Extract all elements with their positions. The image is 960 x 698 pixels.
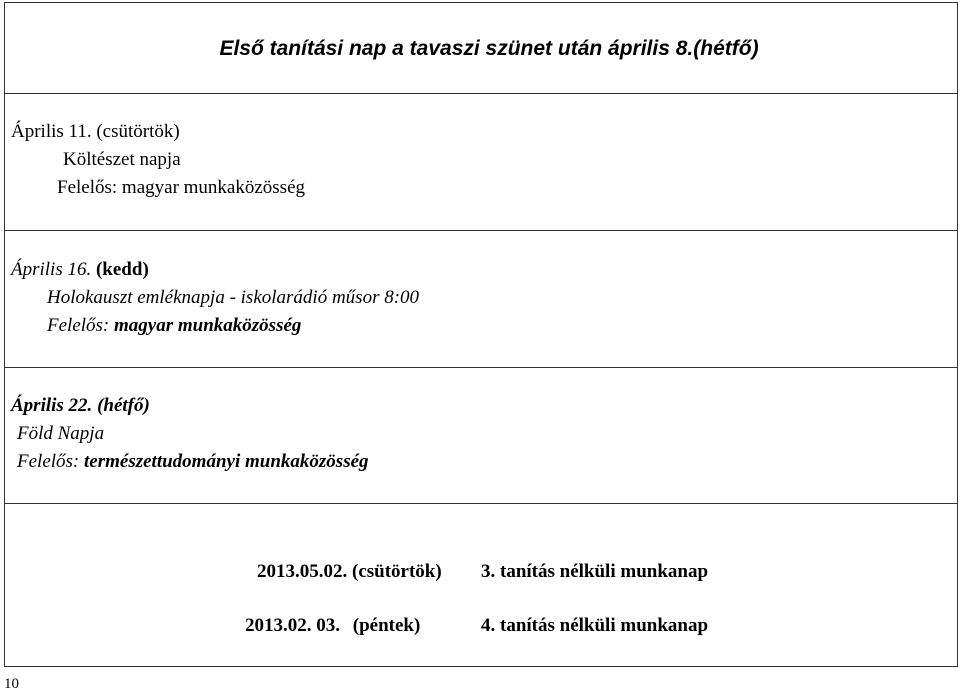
row-divider xyxy=(5,367,957,368)
event-1-date: Április 11. xyxy=(11,121,92,142)
event-3-date: Április 22. xyxy=(11,395,93,416)
event-3-date-line xyxy=(11,395,150,417)
event-2-date: Április 16. xyxy=(11,259,92,280)
event-1-title: Költészet napja xyxy=(63,149,181,170)
event-1-day: (csütörtök) xyxy=(96,121,180,142)
event-2-responsible xyxy=(47,315,301,337)
event-3-responsible-label: Felelős: xyxy=(17,451,80,472)
row-divider xyxy=(5,230,957,231)
event-3-day: (hétfő) xyxy=(97,395,150,416)
non-teaching-day-1-label: 3. tanítás nélküli munkanap xyxy=(481,561,709,582)
event-2-day: (kedd) xyxy=(95,259,149,280)
event-1-responsible xyxy=(57,177,305,199)
event-2-date-line xyxy=(11,259,149,281)
non-teaching-day-1-weekday: (csütörtök) xyxy=(352,561,442,582)
page-title: Első tanítási nap a tavaszi szünet után április 8.(hétfő) xyxy=(219,37,759,60)
non-teaching-day-2-date-value: 2013.02. 03. xyxy=(245,615,340,636)
page-number: 10 xyxy=(4,676,19,692)
row-divider xyxy=(5,503,957,504)
event-2-responsible-value: magyar munkaközösség xyxy=(114,315,302,336)
event-1-responsible-value: magyar munkaközösség xyxy=(121,177,306,198)
row-divider xyxy=(5,93,957,94)
event-3-title: Föld Napja xyxy=(17,423,105,444)
non-teaching-day-2-label: 4. tanítás nélküli munkanap xyxy=(481,615,709,636)
non-teaching-day-1-date-value: 2013.05.02. xyxy=(257,561,348,582)
document-table xyxy=(4,2,958,667)
event-3-responsible-value: természettudományi munkaközösség xyxy=(84,451,369,472)
event-2-title: Holokauszt emléknapja - iskolarádió műsor 8:00 xyxy=(47,287,420,308)
event-3-responsible xyxy=(17,451,369,473)
event-2-responsible-label: Felelős: xyxy=(47,315,110,336)
non-teaching-day-1-date xyxy=(257,561,442,583)
non-teaching-day-2-date xyxy=(245,615,420,637)
event-1-responsible-label: Felelős: xyxy=(57,177,118,198)
event-1-date-line xyxy=(11,121,180,143)
non-teaching-day-2-weekday: (péntek) xyxy=(352,615,421,636)
